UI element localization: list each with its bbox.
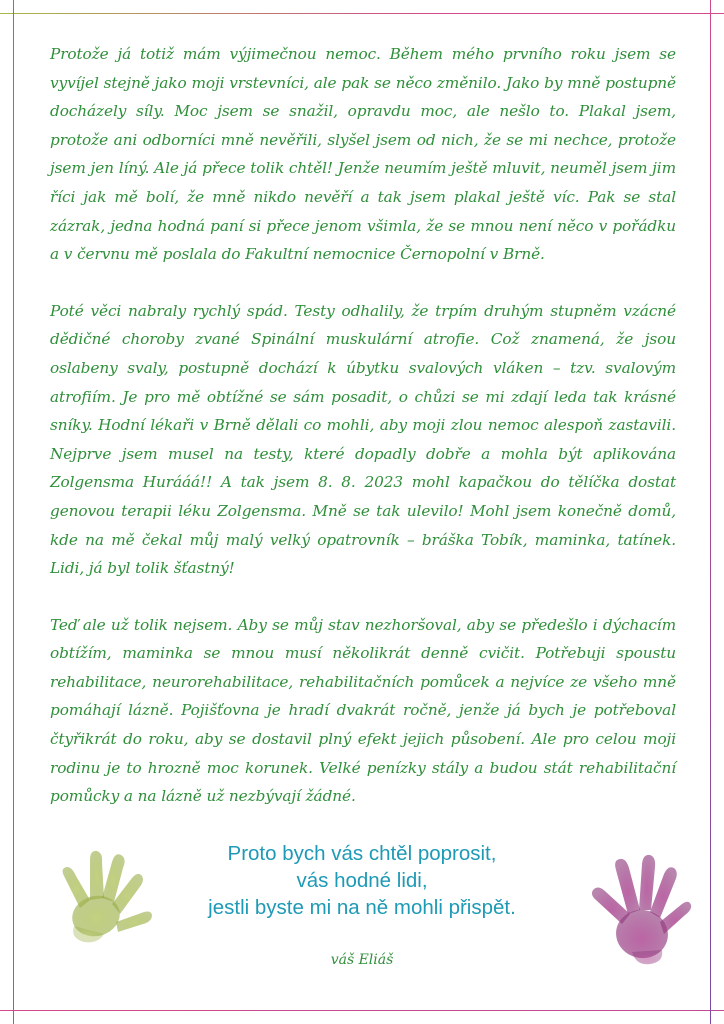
frame-left-line — [13, 0, 14, 1024]
frame-top-line — [0, 13, 724, 14]
plea-line-2: vás hodné lidi, — [296, 869, 428, 892]
donation-plea — [120, 840, 604, 921]
plea-line-1: Proto bych vás chtěl poprosit, — [227, 842, 497, 865]
signature: váš Eliáš — [330, 952, 394, 968]
frame-right-line — [710, 0, 711, 1024]
plea-line-3: jestli byste mi na ně mohli přispět. — [208, 896, 516, 919]
letter-body — [50, 40, 676, 811]
letter-paragraph-2: Poté věci nabraly rychlý spád. Testy odhalily, že trpím druhým stupněm vzácné dědičné choroby zvané Spinální muskulární atrofie. Což znamená, že jsou oslabeny svaly, postupně dochází k úbytku svalových vláken – tzv. svalovým atrofiím. Je pro mě obtížné se sám posadit, o chůzi se mi zdají leda tak krásné sníky. Hodní lékaři v Brně dělali co mohli, aby moji zlou nemoc alespoň zastavili. Nejprve jsem musel na testy, které dopadly dobře a mohla být aplikována Zolgensma Hurááá!! A tak jsem 8. 8. 2023 mohl kapačkou do tělíčka dostat genovou terapii léku Zolgensma. Mně se tak ulevilo! Mohl jsem konečně domů, kde na mě čekal můj malý velký opatrovník – bráška Tobík, maminka, tatínek. Lidi, já byl tolik šťastný! — [50, 301, 676, 578]
frame-bottom-line — [0, 1010, 724, 1011]
letter-paragraph-1: Protože já totiž mám výjimečnou nemoc. Během mého prvního roku jsem se vyvíjel stejně jako moji vrstevníci, ale pak se něco změnilo. Jako by mně postupně docházely síly. Moc jsem se snažil, opravdu moc, ale nešlo to. Plakal jsem, protože ani odborníci mně nevěřili, slyšel jsem od nich, že se mi nechce, protože jsem jen líný. Ale já přece tolik chtěl! Jenže neumím ještě mluvit, neuměl jsem jim říci jak mě bolí, že mně nikdo nevěří a tak jsem plakal ještě víc. Pak se stal zázrak, jedna hodná paní si přece jenom všimla, že se mnou není něco v pořádku a v červnu mě poslala do Fakultní nemocnice Černopolní v Brně. — [50, 45, 676, 264]
letter-paragraph-3: Teď ale už tolik nejsem. Aby se můj stav nezhoršoval, aby se předešlo i dýchacím obtížím, maminka se mnou musí několikrát denně cvičit. Potřebuji spoustu rehabilitace, neurorehabilitace, rehabilitačních pomůcek a nejvíce ze všeho mně pomáhají lázně. Pojišťovna je hradí dvakrát ročně, jenže já bych je potřeboval čtyřikrát do roku, aby se dostavil plný efekt jejich působení. Ale pro celou moji rodinu je to hrozně moc korunek. Velké penízky stály a budou stát rehabilitační pomůcky a na lázně už nezbývají žádné. — [50, 615, 676, 806]
handprint-right-icon — [584, 848, 694, 973]
